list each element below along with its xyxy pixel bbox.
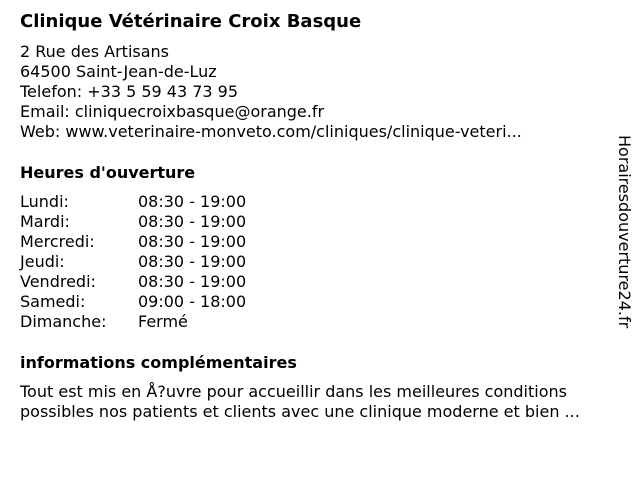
additional-info-line-1: Tout est mis en Å?uvre pour accueillir dans les meilleures conditions [20,382,567,401]
hours-day: Dimanche: [20,312,107,331]
hours-time: 08:30 - 19:00 [138,252,247,271]
clinic-card [20,10,610,422]
additional-info-line-2: possibles nos patients et clients avec une clinique moderne et bien ... [20,402,580,421]
hours-day: Mardi: [20,212,70,231]
clinic-name: Clinique Vétérinaire Croix Basque [20,11,362,32]
hours-time: 09:00 - 18:00 [138,292,247,311]
hours-row [20,252,610,272]
hours-row [20,312,610,332]
hours-day: Vendredi: [20,272,96,291]
hours-row [20,192,610,212]
hours-row [20,292,610,312]
city-postcode: 64500 Saint-Jean-de-Luz [20,62,217,81]
hours-time: 08:30 - 19:00 [138,192,247,211]
hours-day: Samedi: [20,292,86,311]
hours-day: Mercredi: [20,232,95,251]
additional-info-heading: informations complémentaires [20,353,297,372]
hours-row [20,272,610,292]
phone-number[interactable]: Telefon: +33 5 59 43 73 95 [20,82,239,101]
website-link[interactable]: Web: www.veterinaire-monveto.com/cliniques/clinique-veteri... [20,122,522,141]
email-address[interactable]: Email: cliniquecroixbasque@orange.fr [20,102,325,121]
hours-row [20,232,610,252]
street-address: 2 Rue des Artisans [20,42,170,61]
hours-time: 08:30 - 19:00 [138,212,247,231]
hours-row [20,212,610,232]
opening-hours-heading: Heures d'ouverture [20,163,196,182]
watermark-site-name: Horairesdouverture24.fr [615,135,634,329]
opening-hours-table [20,192,610,332]
hours-time: 08:30 - 19:00 [138,232,247,251]
hours-time: Fermé [138,312,188,331]
hours-day: Lundi: [20,192,69,211]
hours-day: Jeudi: [20,252,65,271]
hours-time: 08:30 - 19:00 [138,272,247,291]
